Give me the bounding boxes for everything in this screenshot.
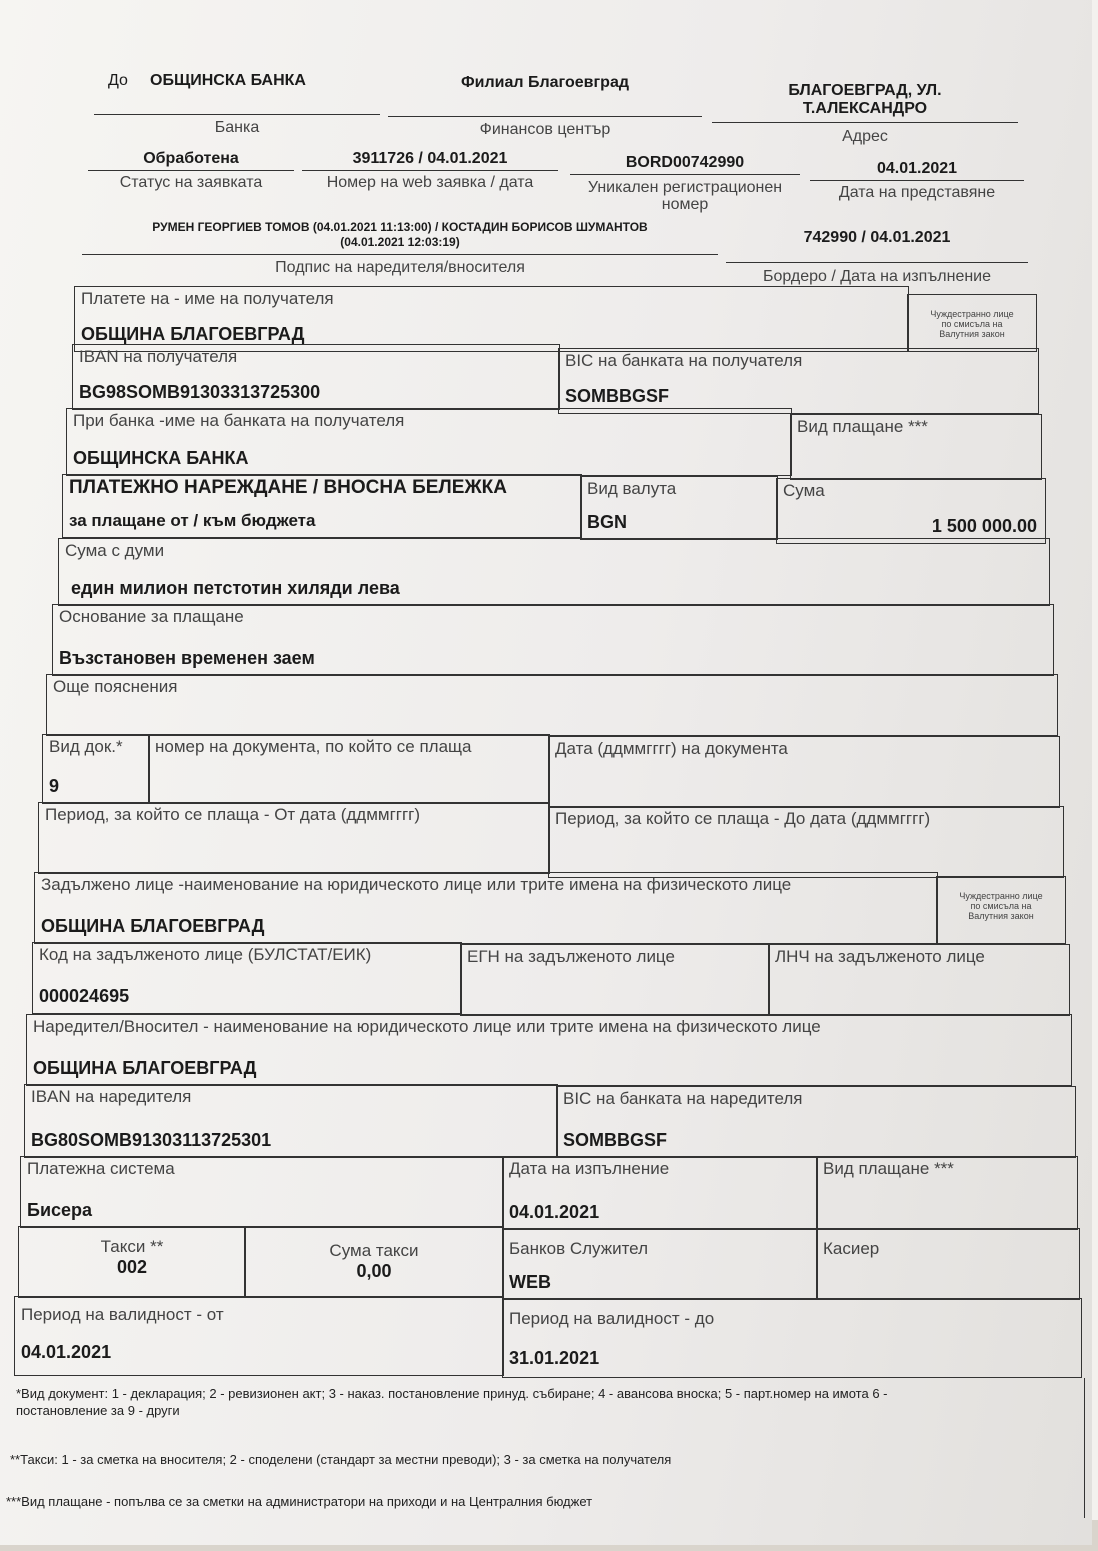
payment-reason-field bbox=[52, 604, 1054, 676]
payee-bic-label: BIC на банката на получателя bbox=[565, 351, 803, 370]
bank-clerk-field bbox=[502, 1228, 818, 1300]
bank-underline bbox=[94, 114, 380, 115]
egn-label: ЕГН на задълженото лице bbox=[467, 947, 675, 966]
footnote-doc-type-line-1: *Вид документ: 1 - декларация; 2 - ревизионен акт; 3 - наказ. постановление принуд. събиране; 4 - авансова вноска; 5 - парт.номер на имота 6 - bbox=[16, 1386, 888, 1401]
bordero-value: 742990 / 04.01.2021 bbox=[803, 229, 951, 246]
fees-sum-value: 0,00 bbox=[356, 1261, 392, 1281]
payee-name-value: ОБЩИНА БЛАГОЕВГРАД bbox=[81, 324, 305, 344]
payee-bic-value: SOMBBGSF bbox=[565, 386, 670, 406]
obliged-foreign-line-2: по смисъла на bbox=[970, 901, 1032, 911]
payer-name-label: Наредител/Вносител - наименование на юридическото лице или трите имена на физическото лице bbox=[33, 1017, 821, 1036]
document-title-block bbox=[62, 474, 582, 538]
amount-label: Сума bbox=[783, 481, 825, 500]
payee-bank-value: ОБЩИНСКА БАНКА bbox=[73, 448, 249, 468]
payment-type-label: Вид плащане *** bbox=[797, 417, 928, 436]
footnote-payment-type: ***Вид плащане - попълва се за сметки на администратори на приходи и на Централния бюджет bbox=[6, 1494, 593, 1509]
payer-iban-value: BG80SOMB91303113725301 bbox=[31, 1130, 272, 1150]
submission-date-label: Дата на представяне bbox=[838, 184, 996, 201]
status-label: Статус на заявката bbox=[119, 174, 263, 191]
branch-label: Финансов център bbox=[479, 121, 611, 138]
signers-underline bbox=[82, 254, 718, 255]
doc-date-label: Дата (ддммгггг) на документа bbox=[555, 739, 788, 758]
egn-field bbox=[460, 944, 770, 1016]
document-subtitle: за плащане от / към бюджета bbox=[69, 511, 316, 530]
bank-label: Банка bbox=[214, 119, 260, 136]
reg-number-underline bbox=[570, 174, 800, 175]
submission-date-underline bbox=[810, 180, 1024, 181]
cashier-label: Касиер bbox=[823, 1239, 880, 1258]
foreign-note-line-3: Валутния закон bbox=[939, 329, 1005, 339]
web-request-label: Номер на web заявка / дата bbox=[326, 174, 534, 191]
bulstat-field bbox=[32, 942, 462, 1014]
obliged-foreign-line-3: Валутния закон bbox=[968, 911, 1034, 921]
reg-number-label-2: номер bbox=[661, 196, 709, 213]
address-line-2: Т.АЛЕКСАНДРО bbox=[802, 100, 928, 117]
footnote-fees: **Такси: 1 - за сметка на вносителя; 2 - споделени (стандарт за местни преводи); 3 - за сметка на получателя bbox=[10, 1452, 672, 1467]
foreign-note-line-1: Чуждестранно лице bbox=[930, 309, 1014, 319]
payment-system-field bbox=[20, 1156, 504, 1228]
foreign-person-box bbox=[907, 294, 1037, 352]
valid-from-label: Период на валидност - от bbox=[21, 1305, 224, 1324]
bordero-underline bbox=[726, 262, 1028, 263]
valid-to-field bbox=[502, 1298, 1082, 1378]
payee-bank-field bbox=[66, 408, 792, 476]
fees-sum-field bbox=[244, 1226, 504, 1298]
address-line-1: БЛАГОЕВГРАД, УЛ. bbox=[788, 82, 942, 99]
period-from-field bbox=[38, 802, 550, 874]
execution-date-label: Дата на изпълнение bbox=[509, 1159, 670, 1178]
reg-number-value: BORD00742990 bbox=[625, 154, 745, 171]
payment-reason-value: Възстановен временен заем bbox=[59, 648, 315, 668]
currency-label: Вид валута bbox=[587, 479, 677, 498]
payer-bic-label: BIC на банката на наредителя bbox=[563, 1089, 803, 1108]
payment-system-value: Бисера bbox=[27, 1200, 93, 1220]
payment-type-2-label: Вид плащане *** bbox=[823, 1159, 954, 1178]
reg-number-label-1: Уникален регистрационен bbox=[587, 179, 783, 196]
obliged-person-field bbox=[34, 872, 938, 944]
payment-type-2-field bbox=[816, 1156, 1078, 1230]
doc-type-value: 9 bbox=[49, 776, 60, 796]
valid-from-value: 04.01.2021 bbox=[21, 1342, 112, 1362]
status-value: Обработена bbox=[143, 150, 239, 167]
signers-line-1: РУМЕН ГЕОРГИЕВ ТОМОВ (04.01.2021 11:13:00) / КОСТАДИН БОРИСОВ ШУМАНТОВ bbox=[152, 220, 648, 234]
signers-line-2: (04.01.2021 12:03:19) bbox=[340, 235, 460, 249]
bulstat-label: Код на задълженото лице (БУЛСТАТ/ЕИК) bbox=[39, 945, 372, 964]
amount-words-field bbox=[58, 538, 1050, 606]
bank-clerk-label: Банков Служител bbox=[509, 1239, 648, 1258]
execution-date-value: 04.01.2021 bbox=[509, 1202, 600, 1222]
bank-name: ОБЩИНСКА БАНКА bbox=[150, 72, 306, 89]
cashier-field bbox=[816, 1228, 1080, 1300]
period-to-label: Период, за който се плаща - До дата (ддммгггг) bbox=[555, 809, 931, 828]
payer-name-field bbox=[26, 1014, 1072, 1086]
valid-to-label: Период на валидност - до bbox=[509, 1309, 715, 1328]
currency-value: BGN bbox=[587, 512, 627, 532]
payee-iban-value: BG98SOMB91303313725300 bbox=[79, 382, 321, 402]
doc-number-field bbox=[148, 734, 550, 804]
payer-bic-value: SOMBBGSF bbox=[563, 1130, 668, 1150]
payer-name-value: ОБЩИНА БЛАГОЕВГРАД bbox=[33, 1058, 257, 1078]
to-prefix: До bbox=[108, 72, 128, 89]
obliged-person-label: Задължено лице -наименование на юридическото лице или трите имена на физическото лице bbox=[41, 875, 792, 894]
bulstat-value: 000024695 bbox=[39, 986, 130, 1006]
payee-iban-label: IBAN на получателя bbox=[79, 347, 238, 366]
status-underline bbox=[88, 170, 294, 171]
foreign-note-line-2: по смисъла на bbox=[941, 319, 1003, 329]
lnch-field bbox=[768, 944, 1070, 1016]
payee-name-field bbox=[74, 286, 909, 352]
web-request-underline bbox=[302, 170, 558, 171]
payment-type-field bbox=[790, 414, 1042, 480]
notes-label: Още пояснения bbox=[53, 677, 178, 696]
valid-to-value: 31.01.2021 bbox=[509, 1348, 600, 1368]
doc-date-field bbox=[548, 736, 1060, 808]
doc-number-label: номер на документа, по който се плаща bbox=[155, 737, 472, 756]
currency-field bbox=[580, 476, 778, 540]
execution-date-field bbox=[502, 1156, 818, 1230]
amount-words-value: един милион петстотин хиляди лева bbox=[71, 578, 400, 598]
amount-words-label: Сума с думи bbox=[65, 541, 165, 560]
period-from-label: Период, за който се плаща - От дата (ддммгггг) bbox=[45, 805, 421, 824]
payee-bank-label: При банка -име на банката на получателя bbox=[73, 411, 405, 430]
payer-iban-label: IBAN на наредителя bbox=[31, 1087, 192, 1106]
bordero-label: Бордеро / Дата на изпълнение bbox=[762, 268, 992, 285]
address-label: Адрес bbox=[842, 128, 888, 145]
branch-name: Филиал Благоевград bbox=[460, 74, 629, 91]
submission-date-value: 04.01.2021 bbox=[876, 160, 958, 177]
lnch-label: ЛНЧ на задълженото лице bbox=[775, 947, 985, 966]
signers-label: Подпис на наредителя/вносителя bbox=[275, 259, 525, 276]
valid-from-field bbox=[14, 1296, 504, 1376]
bank-clerk-value: WEB bbox=[509, 1272, 551, 1292]
footnote-doc-type-line-2: постановление за 9 - други bbox=[16, 1403, 180, 1418]
payment-system-label: Платежна система bbox=[27, 1159, 175, 1178]
payee-iban-field bbox=[72, 344, 560, 410]
doc-type-label: Вид док.* bbox=[49, 737, 123, 756]
period-to-field bbox=[548, 806, 1064, 878]
payment-reason-label: Основание за плащане bbox=[59, 607, 244, 626]
obliged-foreign-box bbox=[936, 876, 1066, 944]
payer-iban-field bbox=[24, 1084, 558, 1158]
web-request-value: 3911726 / 04.01.2021 bbox=[352, 150, 508, 167]
obliged-person-value: ОБЩИНА БЛАГОЕВГРАД bbox=[41, 916, 265, 936]
notes-field bbox=[46, 674, 1058, 736]
fees-sum-label: Сума такси bbox=[329, 1241, 419, 1260]
obliged-foreign-line-1: Чуждестранно лице bbox=[959, 891, 1043, 901]
payee-name-label: Платете на - име на получателя bbox=[81, 289, 334, 308]
fees-label: Такси ** bbox=[100, 1237, 164, 1256]
fees-field bbox=[18, 1226, 246, 1298]
document-title: ПЛАТЕЖНО НАРЕЖДАНЕ / ВНОСНА БЕЛЕЖКА bbox=[69, 477, 507, 498]
amount-value: 1 500 000.00 bbox=[931, 516, 1037, 536]
address-underline bbox=[712, 122, 1018, 123]
fees-value: 002 bbox=[116, 1257, 148, 1277]
payer-bic-field bbox=[556, 1086, 1076, 1158]
amount-field bbox=[776, 478, 1046, 544]
right-border-line bbox=[1084, 1378, 1085, 1518]
branch-underline bbox=[388, 116, 702, 117]
doc-type-field bbox=[42, 734, 150, 804]
payee-bic-field bbox=[558, 348, 1039, 414]
